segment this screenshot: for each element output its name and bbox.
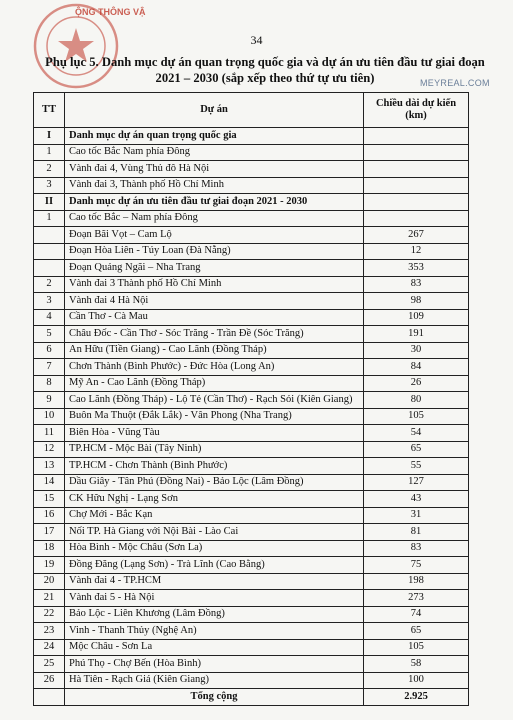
table-row: [34, 474, 469, 491]
total-length: 2.925: [364, 689, 469, 706]
row-project-name: Châu Đốc - Cần Thơ - Sóc Trăng - Trần Đề (Sóc Trăng): [65, 326, 364, 343]
table-row: [34, 590, 469, 607]
row-project-name: Hòa Bình - Mộc Châu (Sơn La): [65, 540, 364, 557]
row-project-name: Cao Lãnh (Đồng Tháp) - Lộ Tẻ (Cần Thơ) - Rạch Sỏi (Kiên Giang): [65, 392, 364, 409]
row-length: 105: [364, 639, 469, 656]
row-project-name: Mộc Châu - Sơn La: [65, 639, 364, 656]
project-table: [33, 92, 469, 706]
table-row: [34, 606, 469, 623]
header-row: [34, 93, 469, 128]
row-number: 2: [34, 161, 65, 178]
row-number: 2: [34, 276, 65, 293]
table-row: [34, 458, 469, 475]
row-length: [364, 177, 469, 194]
table-row: [34, 177, 469, 194]
row-length: 109: [364, 309, 469, 326]
row-number: 9: [34, 392, 65, 409]
row-number: 24: [34, 639, 65, 656]
row-length: 83: [364, 276, 469, 293]
table-row: [34, 623, 469, 640]
row-number: 6: [34, 342, 65, 359]
section-row-national: [34, 128, 469, 145]
row-length: 83: [364, 540, 469, 557]
row-length: 267: [364, 227, 469, 244]
row-length: 127: [364, 474, 469, 491]
row-length: [364, 161, 469, 178]
table-row: [34, 342, 469, 359]
table-row: [34, 540, 469, 557]
table-row: [34, 375, 469, 392]
row-number: 1: [34, 144, 65, 161]
row-length: 100: [364, 672, 469, 689]
table-row: [34, 359, 469, 376]
row-length: 273: [364, 590, 469, 607]
row-length: [364, 210, 469, 227]
row-project-name: TP.HCM - Chơn Thành (Bình Phước): [65, 458, 364, 475]
table-row: [34, 260, 469, 277]
row-number: 14: [34, 474, 65, 491]
row-number: 11: [34, 425, 65, 442]
row-project-name: Bảo Lộc - Liên Khương (Lâm Đồng): [65, 606, 364, 623]
section-length: [364, 128, 469, 145]
row-length: [364, 144, 469, 161]
row-project-name: Vành đai 4 - TP.HCM: [65, 573, 364, 590]
row-length: 353: [364, 260, 469, 277]
table-row: [34, 507, 469, 524]
row-number: 15: [34, 491, 65, 508]
row-number: 17: [34, 524, 65, 541]
table-row: [34, 243, 469, 260]
row-length: 81: [364, 524, 469, 541]
row-project-name: Vành đai 3 Thành phố Hồ Chí Minh: [65, 276, 364, 293]
row-project-name: Đoạn Quảng Ngãi – Nha Trang: [65, 260, 364, 277]
row-length: 65: [364, 623, 469, 640]
row-number: 7: [34, 359, 65, 376]
row-length: 43: [364, 491, 469, 508]
row-length: 191: [364, 326, 469, 343]
table-row: [34, 656, 469, 673]
row-project-name: Dầu Giây - Tân Phú (Đồng Nai) - Bảo Lộc (Lâm Đồng): [65, 474, 364, 491]
row-length: 74: [364, 606, 469, 623]
section-length: [364, 194, 469, 211]
table-row: [34, 309, 469, 326]
table-body: [34, 128, 469, 706]
row-project-name: Vinh - Thanh Thủy (Nghệ An): [65, 623, 364, 640]
row-length: 198: [364, 573, 469, 590]
table-row: [34, 441, 469, 458]
table-row: [34, 557, 469, 574]
row-length: 54: [364, 425, 469, 442]
total-tt: [34, 689, 65, 706]
row-length: 30: [364, 342, 469, 359]
row-length: 12: [364, 243, 469, 260]
row-number: [34, 227, 65, 244]
table-row: [34, 672, 469, 689]
row-number: 3: [34, 177, 65, 194]
row-project-name: Mỹ An - Cao Lãnh (Đồng Tháp): [65, 375, 364, 392]
row-project-name: Biên Hòa - Vũng Tàu: [65, 425, 364, 442]
section-title: Danh mục dự án ưu tiên đầu tư giai đoạn 2021 - 2030: [65, 194, 364, 211]
table-row: [34, 227, 469, 244]
table-row: [34, 276, 469, 293]
row-project-name: Đồng Đăng (Lạng Sơn) - Trà Lĩnh (Cao Bằng): [65, 557, 364, 574]
row-project-name: TP.HCM - Mộc Bài (Tây Ninh): [65, 441, 364, 458]
table-row: [34, 210, 469, 227]
row-number: 16: [34, 507, 65, 524]
row-project-name: Chơn Thành (Bình Phước) - Đức Hòa (Long An): [65, 359, 364, 376]
table-row: [34, 524, 469, 541]
header-project: Dự án: [65, 93, 364, 128]
row-length: 105: [364, 408, 469, 425]
total-row: [34, 689, 469, 706]
row-number: 22: [34, 606, 65, 623]
table-row: [34, 425, 469, 442]
row-length: 98: [364, 293, 469, 310]
row-length: 31: [364, 507, 469, 524]
row-project-name: Vành đai 5 - Hà Nội: [65, 590, 364, 607]
table-row: [34, 639, 469, 656]
table-row: [34, 326, 469, 343]
table-row: [34, 491, 469, 508]
section-number: I: [34, 128, 65, 145]
title-line-1: Phụ lục 5. Danh mục dự án quan trọng quốc gia và dự án ưu tiên đầu tư giai đoạn: [45, 55, 485, 69]
row-project-name: Chợ Mới - Bắc Kạn: [65, 507, 364, 524]
row-number: 3: [34, 293, 65, 310]
row-project-name: Đoạn Bãi Vọt – Cam Lộ: [65, 227, 364, 244]
header-length: Chiều dài dự kiến (km): [364, 93, 469, 128]
row-length: 26: [364, 375, 469, 392]
page-number: 34: [250, 33, 263, 47]
table-row: [34, 144, 469, 161]
row-project-name: Vành đai 4, Vùng Thủ đô Hà Nội: [65, 161, 364, 178]
row-number: 23: [34, 623, 65, 640]
table-row: [34, 293, 469, 310]
row-number: 4: [34, 309, 65, 326]
row-project-name: CK Hữu Nghị - Lạng Sơn: [65, 491, 364, 508]
row-number: 19: [34, 557, 65, 574]
row-length: 80: [364, 392, 469, 409]
row-number: [34, 243, 65, 260]
row-project-name: An Hữu (Tiền Giang) - Cao Lãnh (Đồng Tháp): [65, 342, 364, 359]
table-row: [34, 573, 469, 590]
row-number: 20: [34, 573, 65, 590]
row-number: 1: [34, 210, 65, 227]
table-row: [34, 408, 469, 425]
row-project-name: Đoạn Hòa Liên - Túy Loan (Đà Nẵng): [65, 243, 364, 260]
seal-lettering: ỘNG THÔNG VẬ: [75, 7, 146, 17]
header-tt: TT: [34, 93, 65, 128]
row-number: 5: [34, 326, 65, 343]
row-number: 13: [34, 458, 65, 475]
row-project-name: Vành đai 4 Hà Nội: [65, 293, 364, 310]
row-length: 84: [364, 359, 469, 376]
row-project-name: Cao tốc Bắc Nam phía Đông: [65, 144, 364, 161]
row-length: 55: [364, 458, 469, 475]
row-project-name: Hà Tiên - Rạch Giá (Kiên Giang): [65, 672, 364, 689]
row-number: 8: [34, 375, 65, 392]
row-project-name: Cao tốc Bắc – Nam phía Đông: [65, 210, 364, 227]
row-number: 18: [34, 540, 65, 557]
row-number: 12: [34, 441, 65, 458]
table-row: [34, 161, 469, 178]
watermark: MEYREAL.COM: [420, 78, 490, 88]
row-length: 58: [364, 656, 469, 673]
title-line-2: 2021 – 2030 (sắp xếp theo thứ tự ưu tiên): [155, 71, 375, 85]
row-project-name: Buôn Ma Thuột (Đắk Lắk) - Vân Phong (Nha Trang): [65, 408, 364, 425]
row-project-name: Cần Thơ - Cà Mau: [65, 309, 364, 326]
row-project-name: Vành đai 3, Thành phố Hồ Chí Minh: [65, 177, 364, 194]
row-project-name: Phú Thọ - Chợ Bến (Hòa Bình): [65, 656, 364, 673]
row-number: 10: [34, 408, 65, 425]
section-row-priority: [34, 194, 469, 211]
table-row: [34, 392, 469, 409]
row-number: 21: [34, 590, 65, 607]
row-length: 75: [364, 557, 469, 574]
total-label: Tổng cộng: [65, 689, 364, 706]
section-title: Danh mục dự án quan trọng quốc gia: [65, 128, 364, 145]
row-length: 65: [364, 441, 469, 458]
row-project-name: Nối TP. Hà Giang với Nội Bài - Lào Cai: [65, 524, 364, 541]
row-number: [34, 260, 65, 277]
row-number: 25: [34, 656, 65, 673]
section-number: II: [34, 194, 65, 211]
row-number: 26: [34, 672, 65, 689]
